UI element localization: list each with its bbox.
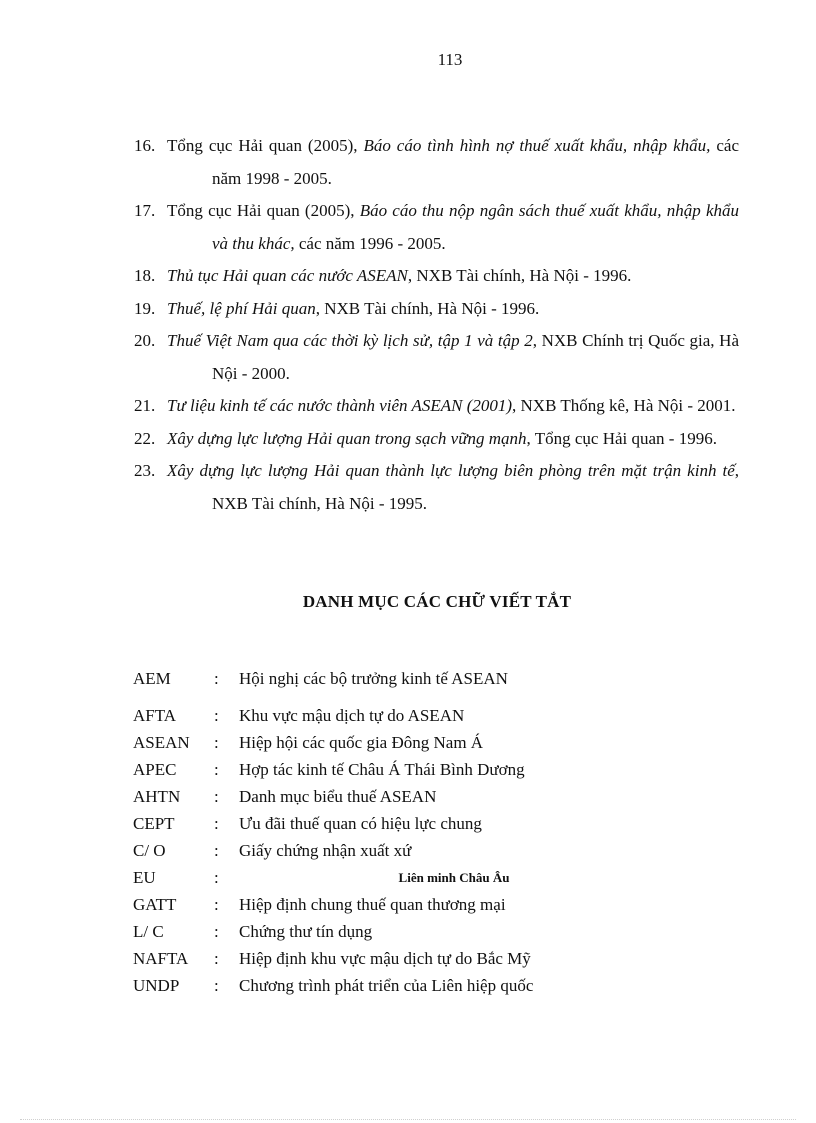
reference-title: Thủ tục Hải quan các nước ASEAN	[167, 266, 408, 285]
abbreviation-colon: :	[214, 949, 219, 968]
page-number: 113	[437, 50, 463, 69]
abbreviation-key: EU	[133, 868, 156, 887]
abbreviation-meaning: Hội nghị các bộ trưởng kinh tế ASEAN	[239, 669, 508, 688]
abbreviation-key: GATT	[133, 895, 177, 914]
reference-item	[134, 325, 739, 390]
reference-number: 21.	[134, 396, 156, 415]
reference-lead: Tổng cục Hải quan (2005),	[167, 201, 355, 220]
reference-item	[134, 195, 739, 260]
abbreviation-meaning: Liên minh Châu Âu	[398, 870, 510, 885]
abbreviation-row	[133, 837, 753, 864]
abbreviation-row	[133, 945, 753, 972]
reference-details: , NXB Tài chính, Hà Nội - 1996.	[315, 298, 540, 318]
abbreviation-colon: :	[214, 841, 219, 860]
reference-item	[134, 455, 739, 520]
abbreviation-key: CEPT	[133, 814, 175, 833]
abbreviation-key: AEM	[133, 669, 171, 688]
abbreviation-row	[133, 972, 753, 999]
abbreviation-key: AHTN	[133, 787, 181, 806]
reference-item	[134, 423, 739, 456]
abbreviations-heading: DANH MỤC CÁC CHỮ VIẾT TẮT	[302, 592, 572, 611]
reference-title: Tư liệu kinh tế các nước thành viên ASEAN (2001)	[167, 396, 513, 415]
reference-number: 17.	[134, 201, 156, 220]
reference-title: Báo cáo thu nộp ngân sách thuế xuất khẩu, nhập khẩu và thu khác,	[212, 201, 739, 253]
reference-title: Xây dựng lực lượng Hải quan thành lực lượng biên phòng trên mặt trận kinh tế	[167, 461, 735, 480]
reference-number: 16.	[134, 136, 156, 155]
abbreviation-colon: :	[214, 814, 219, 833]
abbreviation-row	[133, 918, 753, 945]
reference-lead: Tổng cục Hải quan (2005),	[167, 136, 358, 155]
abbreviation-colon: :	[214, 922, 219, 941]
abbreviation-colon: :	[214, 976, 219, 995]
abbreviation-colon: :	[214, 733, 219, 752]
abbreviation-row	[133, 810, 753, 837]
reference-title: Báo cáo tình hình nợ thuế xuất khẩu, nhập khẩu,	[363, 136, 711, 155]
reference-list	[134, 130, 739, 520]
abbreviation-meaning: Ưu đãi thuế quan có hiệu lực chung	[239, 814, 482, 833]
abbreviation-meaning: Chương trình phát triển của Liên hiệp quốc	[239, 976, 534, 995]
reference-details: các năm 1998 - 2005.	[212, 136, 740, 188]
reference-number: 22.	[134, 428, 156, 448]
abbreviation-row	[133, 891, 753, 918]
abbreviation-row	[133, 864, 753, 891]
abbreviation-key: L/ C	[133, 922, 164, 941]
reference-details: , NXB Chính trị Quốc gia, Hà Nội - 2000.	[212, 331, 739, 383]
reference-title: Thuế, lệ phí Hải quan	[167, 298, 316, 318]
abbreviation-key: AFTA	[133, 706, 177, 725]
reference-title: Thuế Việt Nam qua các thời kỳ lịch sử, tập 1 và tập 2	[167, 331, 533, 350]
reference-title: Xây dựng lực lượng Hải quan trong sạch vững mạnh	[167, 428, 527, 448]
abbreviation-colon: :	[214, 706, 219, 725]
reference-details: các năm 1996 - 2005.	[298, 233, 446, 253]
reference-details: , NXB Thống kê, Hà Nội - 2001.	[512, 396, 736, 415]
abbreviation-meaning: Hiệp định khu vực mậu dịch tự do Bắc Mỹ	[239, 949, 531, 968]
abbreviation-meaning: Hiệp hội các quốc gia Đông Nam Á	[239, 733, 484, 752]
reference-item	[134, 390, 739, 423]
reference-item	[134, 293, 739, 326]
abbreviation-row	[133, 665, 753, 702]
abbreviation-key: UNDP	[133, 976, 180, 995]
reference-item	[134, 260, 739, 293]
reference-number: 23.	[134, 461, 156, 480]
abbreviation-colon: :	[214, 669, 219, 688]
reference-details: , NXB Tài chính, Hà Nội - 1995.	[212, 461, 739, 513]
abbreviation-row	[133, 729, 753, 756]
abbreviation-meaning: Giấy chứng nhận xuất xứ	[239, 841, 412, 860]
abbreviation-key: APEC	[133, 760, 177, 779]
abbreviation-row	[133, 756, 753, 783]
reference-number: 19.	[134, 298, 156, 318]
abbreviation-key: C/ O	[133, 841, 166, 860]
abbreviation-key: ASEAN	[133, 733, 190, 752]
abbreviation-meaning: Hợp tác kinh tế Châu Á Thái Bình Dương	[239, 760, 525, 779]
abbreviations-list	[133, 665, 753, 999]
abbreviation-meaning: Hiệp định chung thuế quan thương mại	[239, 895, 506, 914]
abbreviation-row	[133, 783, 753, 810]
abbreviation-colon: :	[214, 760, 219, 779]
reference-details: , NXB Tài chính, Hà Nội - 1996.	[407, 266, 632, 285]
abbreviation-row	[133, 702, 753, 729]
reference-details: , Tổng cục Hải quan - 1996.	[526, 428, 717, 448]
abbreviation-colon: :	[214, 787, 219, 806]
reference-number: 18.	[134, 266, 156, 285]
abbreviation-key: NAFTA	[133, 949, 189, 968]
abbreviation-meaning: Chứng thư tín dụng	[239, 922, 373, 941]
reference-item	[134, 130, 739, 195]
abbreviation-colon: :	[214, 895, 219, 914]
reference-number: 20.	[134, 331, 156, 350]
page-bottom-divider	[20, 1119, 796, 1120]
abbreviation-colon: :	[214, 868, 219, 887]
abbreviation-meaning: Khu vực mậu dịch tự do ASEAN	[239, 706, 465, 725]
abbreviation-meaning: Danh mục biểu thuế ASEAN	[239, 787, 437, 806]
